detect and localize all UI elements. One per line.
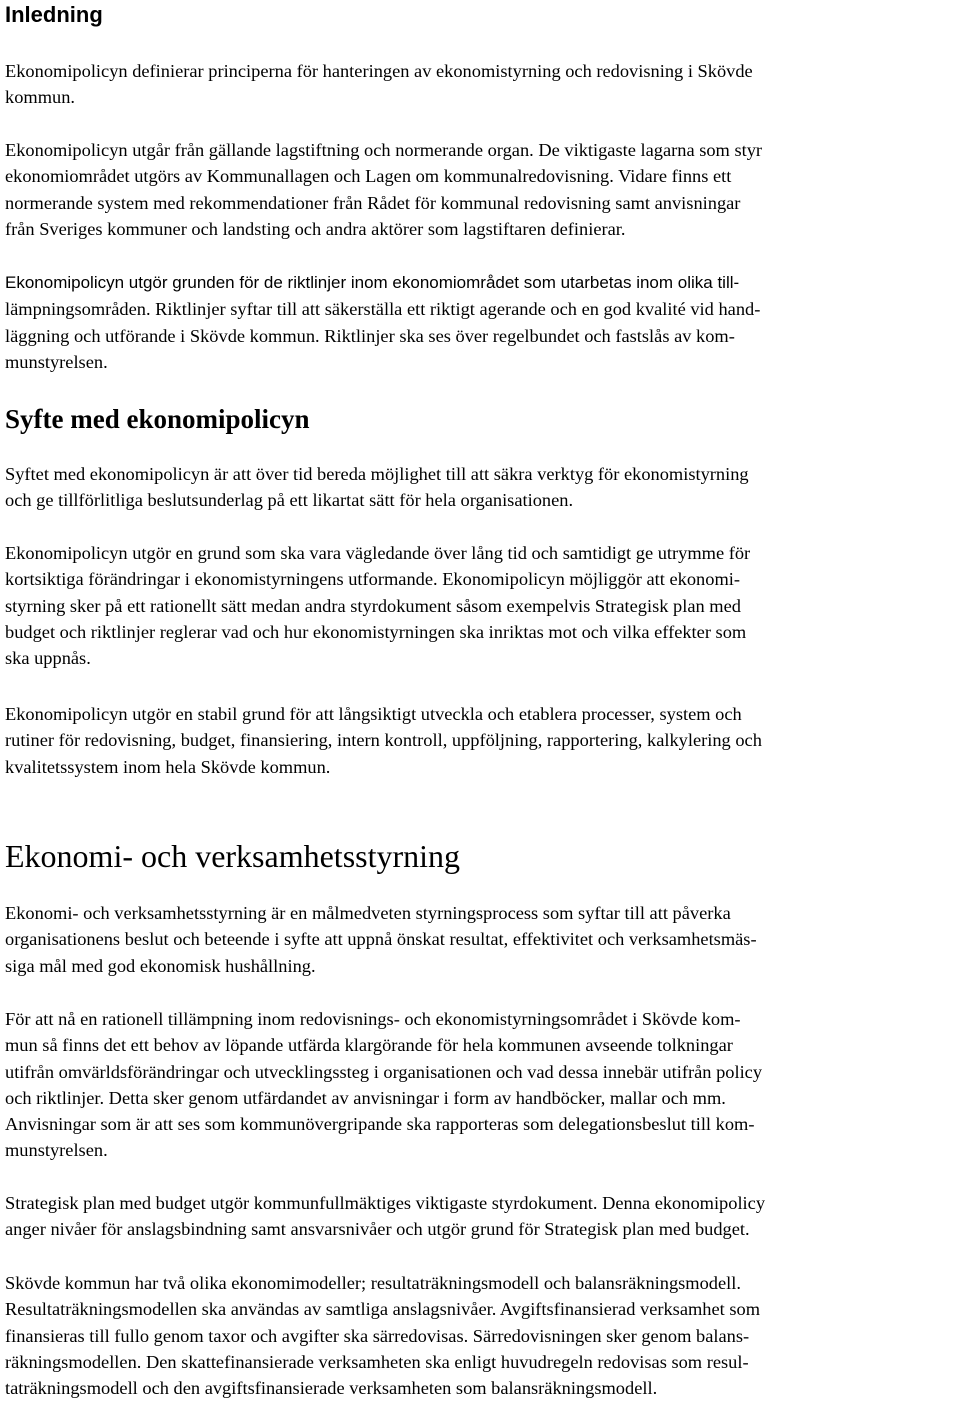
paragraph-line: Syftet med ekonomipolicyn är att över tid bereda möjlighet till att säkra verktyg för ekonomistyrning [5, 464, 749, 484]
paragraph-line: Resultaträkningsmodellen ska användas av samtliga anslagsnivåer. Avgiftsfinansierad verksamhet som [5, 1299, 761, 1320]
paragraph-line: siga mål med god ekonomisk hushållning. [5, 955, 316, 976]
paragraph-line: Anvisningar som är att ses som kommunövergripande ska rapporteras som delegationsbeslut till kom- [5, 1114, 755, 1135]
paragraph-line: Ekonomipolicyn utgår från gällande lagstiftning och normerande organ. De viktigaste lagarna som styr [5, 140, 763, 160]
paragraph-line: läggning och utförande i Skövde kommun. Riktlinjer ska ses över regelbundet och fastslås av kom- [5, 325, 735, 346]
paragraph-line: styrning sker på ett rationellt sätt medan andra styrdokument såsom exempelvis Strategisk plan med [5, 595, 741, 616]
paragraph-line: taträkningsmodell och den avgiftsfinansierade verksamheten som balansräkningsmodell. [5, 1378, 658, 1399]
heading-ekonomi-verksamhetsstyrning: Ekonomi- och verksamhetsstyrning [5, 838, 461, 874]
paragraph-line: räkningsmodellen. Den skattefinansierade verksamheten ska enligt huvudregeln redovisas som resul- [5, 1351, 749, 1372]
paragraph-line: Strategisk plan med budget utgör kommunfullmäktiges viktigaste styrdokument. Denna ekonomipolicy [5, 1193, 766, 1213]
paragraph-line: kortsiktiga förändringar i ekonomistyrningens utformande. Ekonomipolicyn möjliggör att ekonomi- [5, 569, 740, 590]
paragraph-line: mun så finns det ett behov av löpande utfärda klargörande för hela kommunen avseende tolkningar [5, 1035, 733, 1056]
paragraph-line: budget och riktlinjer reglerar vad och hur ekonomistyrningen ska inriktas mot och vilka effekter som [5, 621, 747, 642]
paragraph-line: Ekonomipolicyn utgör en stabil grund för att långsiktigt utveckla och etablera processer, system och [5, 704, 742, 724]
paragraph-8 [5, 1006, 762, 1164]
paragraph-line: Ekonomi- och verksamhetsstyrning är en målmedveten styrningsprocess som syftar till att påverka [5, 903, 731, 923]
paragraph-line: ekonomiområdet utgörs av Kommunallagen och Lagen om kommunalredovisning. Vidare finns ett [5, 166, 732, 187]
paragraph-line: munstyrelsen. [5, 351, 108, 372]
paragraph-line: organisationens beslut och beteende i syfte att uppnå önskat resultat, effektivitet och verksamhetsmäs- [5, 929, 757, 950]
paragraph-line: och ge tillförlitliga beslutsunderlag på ett likartat sätt för hela organisationen. [5, 490, 574, 511]
paragraph-9 [5, 1190, 765, 1243]
paragraph-line: Ekonomipolicyn definierar principerna för hanteringen av ekonomistyrning och redovisning i Skövde [5, 61, 753, 81]
paragraph-4 [5, 461, 749, 514]
heading-syfte: Syfte med ekonomipolicyn [5, 404, 310, 434]
paragraph-line: rutiner för redovisning, budget, finansiering, intern kontroll, uppföljning, rapportering, kalkylering och [5, 730, 762, 751]
paragraph-line: kommun. [5, 87, 75, 108]
paragraph-10 [5, 1270, 760, 1401]
paragraph-line: För att nå en rationell tillämpning inom redovisnings- och ekonomistyrningsområdet i Skövde kom- [5, 1009, 741, 1029]
paragraph-line: Skövde kommun har två olika ekonomimodeller; resultaträkningsmodell och balansräkningsmodell. [5, 1273, 741, 1293]
paragraph-line: utifrån omvärldsförändringar och utvecklingssteg i organisationen och vad dessa innebär utifrån policy [5, 1061, 763, 1082]
paragraph-line: munstyrelsen. [5, 1140, 108, 1161]
paragraph-line: från Sveriges kommuner och landsting och andra aktörer som lagstiftaren definierar. [5, 218, 626, 239]
paragraph-3 [5, 270, 760, 375]
heading-inledning: Inledning [5, 2, 103, 27]
paragraph-line: ska uppnås. [5, 648, 91, 669]
paragraph-1 [5, 58, 753, 111]
paragraph-line: anger nivåer för anslagsbindning samt ansvarsnivåer och utgör grund för Strategisk plan med budget. [5, 1219, 750, 1240]
paragraph-line: kvalitetssystem inom hela Skövde kommun. [5, 756, 331, 777]
paragraph-line: Ekonomipolicyn utgör grunden för de riktlinjer inom ekonomiområdet som utarbetas inom olika till- [5, 273, 740, 292]
paragraph-line: Ekonomipolicyn utgör en grund som ska vara vägledande över lång tid och samtidigt ge utrymme för [5, 543, 751, 563]
paragraph-line: finansieras till fullo genom taxor och avgifter ska särredovisas. Särredovisningen sker genom balans- [5, 1325, 750, 1346]
paragraph-6 [5, 701, 762, 780]
paragraph-2 [5, 137, 762, 242]
paragraph-line: och riktlinjer. Detta sker genom utfärdandet av anvisningar i form av handböcker, mallar och mm. [5, 1087, 726, 1108]
paragraph-7 [5, 900, 757, 979]
paragraph-line: normerande system med rekommendationer från Rådet för kommunal redovisning samt anvisningar [5, 192, 741, 213]
paragraph-5 [5, 540, 750, 671]
paragraph-line: lämpningsområden. Riktlinjer syftar till att säkerställa ett riktigt agerande och en god kvalité vid hand- [5, 299, 761, 320]
